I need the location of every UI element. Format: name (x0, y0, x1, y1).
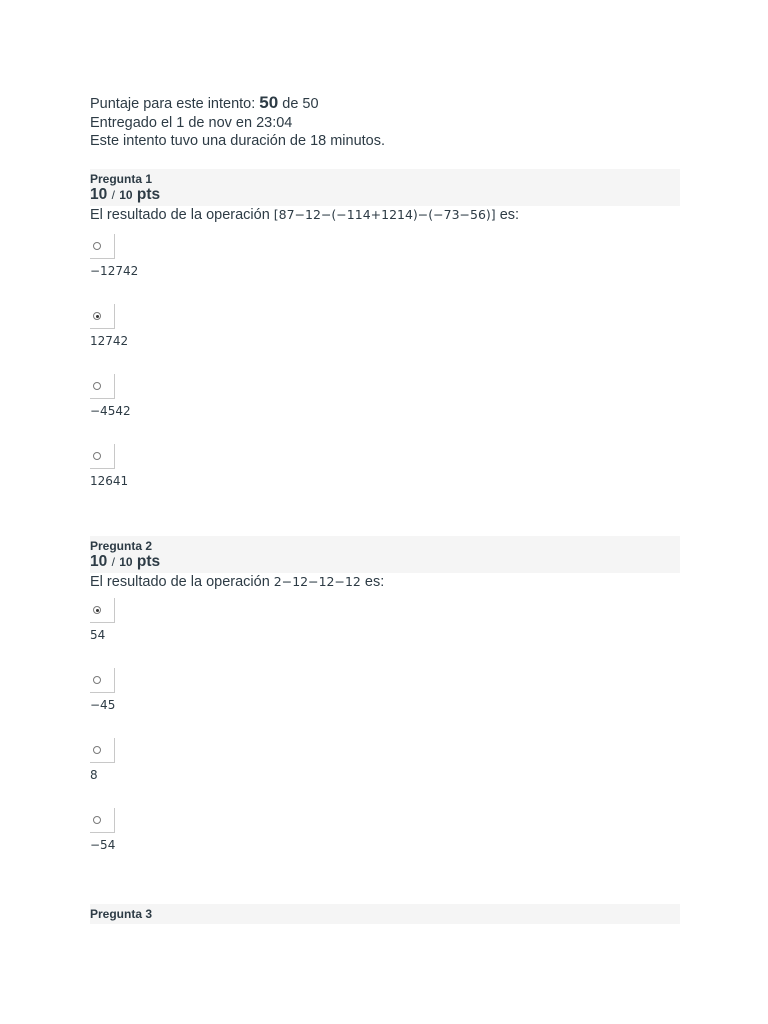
score-total: de 50 (282, 96, 319, 112)
question-header (90, 536, 680, 573)
radio-box[interactable] (90, 738, 115, 763)
question-header (90, 169, 680, 206)
attempt-summary (90, 94, 385, 151)
points-separator: / (111, 188, 115, 202)
points-possible: 10 (119, 555, 133, 569)
points-separator: / (111, 555, 115, 569)
question-1 (90, 169, 680, 514)
score-label: Puntaje para este intento: (90, 96, 256, 112)
radio-unchecked-icon[interactable] (93, 382, 101, 390)
radio-checked-icon[interactable] (93, 312, 101, 320)
answer-option[interactable] (90, 374, 680, 444)
answer-text: 12641 (90, 474, 129, 488)
radio-box[interactable] (90, 374, 115, 399)
answer-option[interactable] (90, 808, 680, 878)
question-text: El resultado de la operación [87−12−(−114+1214)−(−73−56)] es: (90, 207, 520, 223)
radio-unchecked-icon[interactable] (93, 676, 101, 684)
answer-option[interactable] (90, 668, 680, 738)
radio-unchecked-icon[interactable] (93, 452, 101, 460)
answer-option[interactable] (90, 234, 680, 304)
question-header (90, 904, 680, 924)
radio-box[interactable] (90, 598, 115, 623)
question-3 (90, 904, 680, 924)
radio-box[interactable] (90, 668, 115, 693)
radio-unchecked-icon[interactable] (93, 746, 101, 754)
attempt-duration: Este intento tuvo una duración de 18 minutos. (90, 133, 386, 149)
question-text: El resultado de la operación 2−12−12−12 es: (90, 574, 385, 590)
answer-text: −4542 (90, 404, 131, 418)
question-points (90, 186, 680, 204)
question-2 (90, 536, 680, 878)
radio-box[interactable] (90, 304, 115, 329)
answer-text: 8 (90, 768, 98, 782)
score-value: 50 (259, 93, 279, 112)
answer-option[interactable] (90, 304, 680, 374)
answer-option[interactable] (90, 598, 680, 668)
question-title: Pregunta 3 (90, 907, 153, 921)
points-earned: 10 (90, 186, 108, 203)
answer-text: −54 (90, 838, 116, 852)
radio-unchecked-icon[interactable] (93, 242, 101, 250)
points-possible: 10 (119, 188, 133, 202)
math-expression: [87−12−(−114+1214)−(−73−56)] (273, 207, 496, 222)
radio-unchecked-icon[interactable] (93, 816, 101, 824)
answer-text: 12742 (90, 334, 129, 348)
radio-checked-icon[interactable] (93, 606, 101, 614)
question-title: Pregunta 2 (90, 539, 153, 553)
answer-option[interactable] (90, 738, 680, 808)
score-line (90, 94, 385, 114)
answer-text: 54 (90, 628, 106, 642)
radio-box[interactable] (90, 444, 115, 469)
submitted-date: Entregado el 1 de nov en 23:04 (90, 114, 293, 131)
points-earned: 10 (90, 553, 108, 570)
radio-box[interactable] (90, 234, 115, 259)
question-title: Pregunta 1 (90, 172, 153, 186)
points-unit: pts (136, 553, 161, 570)
question-points (90, 553, 680, 571)
answer-text: −45 (90, 698, 116, 712)
points-unit: pts (136, 186, 161, 203)
answer-text: −12742 (90, 264, 139, 278)
math-expression: 2−12−12−12 (273, 574, 361, 589)
answer-option[interactable] (90, 444, 680, 514)
radio-box[interactable] (90, 808, 115, 833)
